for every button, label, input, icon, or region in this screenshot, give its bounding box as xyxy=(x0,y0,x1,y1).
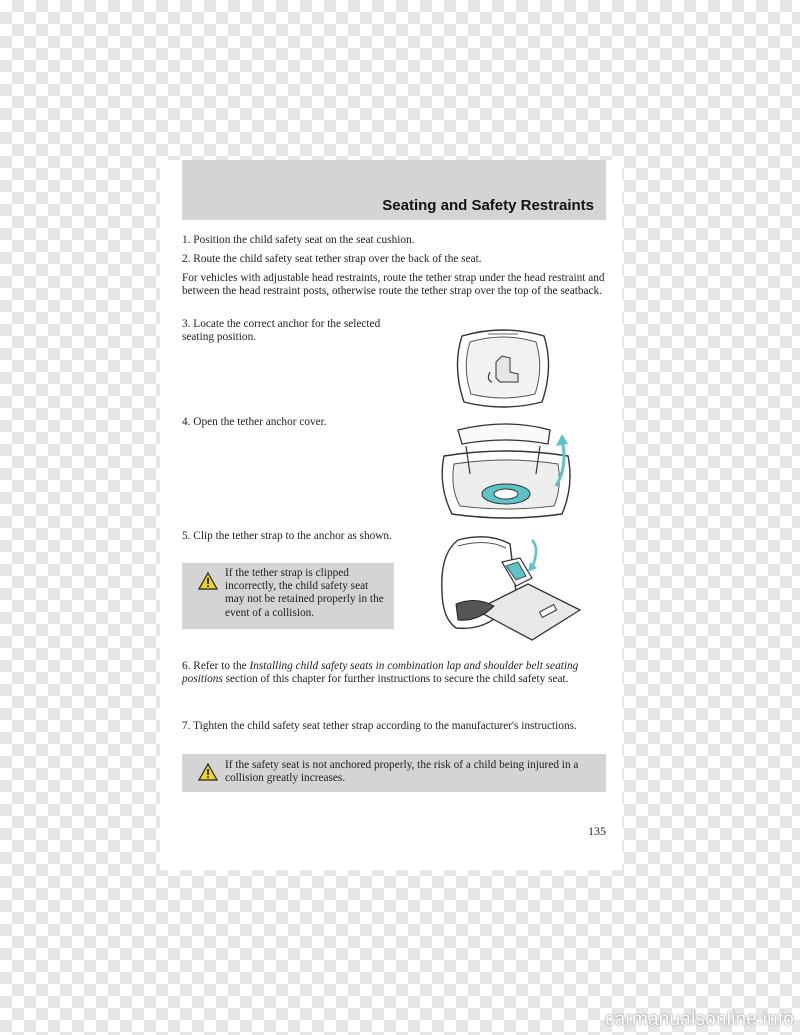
page-number: 135 xyxy=(588,824,606,838)
step-6 xyxy=(182,660,606,686)
anchor-cover-closed-illustration xyxy=(450,322,556,410)
step-2-note: For vehicles with adjustable head restraints, route the tether strap under the head restraint and between the head restraint posts, otherwise route the tether strap over the top of the seatback. xyxy=(182,272,605,298)
warning-text-2: If the safety seat is not anchored properly, the risk of a child being injured in a collision greatly increases. xyxy=(225,759,579,785)
step-7: 7. Tighten the child safety seat tether strap according to the manufacturer's instructions. xyxy=(182,720,577,732)
step-6-reference: Installing child safety seats in combination lap and shoulder belt seating positions xyxy=(182,660,579,686)
step-3: 3. Locate the correct anchor for the selected seating position. xyxy=(182,318,381,344)
step-6-prefix: 6. Refer to the xyxy=(182,660,250,672)
warning-triangle-icon xyxy=(198,572,218,590)
step-4: 4. Open the tether anchor cover. xyxy=(182,416,327,428)
tether-clip-illustration xyxy=(436,532,586,644)
step-6-suffix: section of this chapter for further instructions to secure the child safety seat. xyxy=(222,673,569,686)
step-2: 2. Route the child safety seat tether strap over the back of the seat. xyxy=(182,253,482,265)
warning-box-2 xyxy=(182,754,606,792)
manual-page xyxy=(160,160,622,870)
warning-text-1: If the tether strap is clipped incorrectly, the child safety seat may not be retained properly in the event of a collision. xyxy=(225,567,384,619)
step-1: 1. Position the child safety seat on the seat cushion. xyxy=(182,234,415,246)
warning-triangle-icon xyxy=(198,763,218,781)
section-title: Seating and Safety Restraints xyxy=(382,197,594,214)
warning-box-1 xyxy=(182,563,394,629)
watermark: carmanualsonline.info xyxy=(604,1009,794,1030)
section-header xyxy=(182,160,606,220)
anchor-cover-open-illustration xyxy=(436,416,576,522)
step-5: 5. Clip the tether strap to the anchor as shown. xyxy=(182,530,392,542)
